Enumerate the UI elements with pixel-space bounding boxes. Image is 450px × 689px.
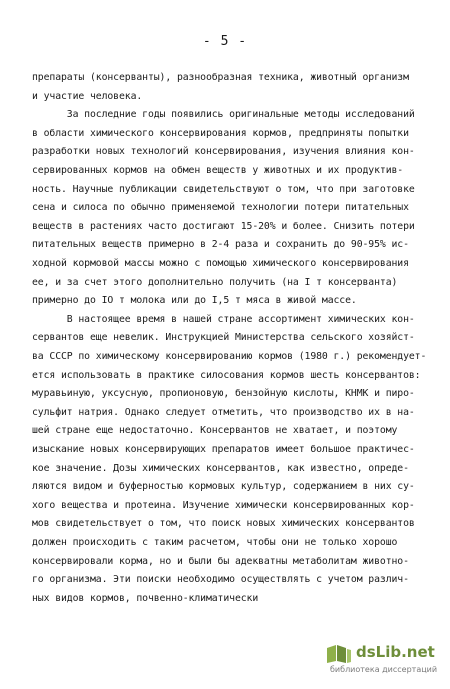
text-line: веществ в растениях часто достигают 15-20% и более. Снизить потери bbox=[32, 220, 415, 232]
text-line: сена и силоса по обычно применяемой технологии потери питательных bbox=[32, 202, 409, 214]
page-number: - 5 - bbox=[202, 34, 248, 49]
text-line: в области химического консервирования кормов, предприняты попытки bbox=[32, 127, 409, 139]
text-line: питательных веществ примерно в 2-4 раза и сохранить до 90-95% ис- bbox=[32, 239, 409, 251]
text-line: муравьиную, уксусную, пропионовую, бензойную кислоты, КНМК и пиро- bbox=[32, 388, 415, 400]
dslib-logo-icon bbox=[324, 643, 354, 665]
text-line: сервированных кормов на обмен веществ у животных и их продуктив- bbox=[32, 165, 404, 176]
text-line: ется использовать в практике силосования кормов шесть консервантов: bbox=[32, 369, 421, 381]
text-line: шей стране еще недостаточно. Консервантов не хватает, и поэтому bbox=[32, 425, 398, 437]
text-line: кое значение. Дозы химических консервантов, как известно, опреде- bbox=[32, 462, 409, 474]
text-line: ходной кормовой массы можно с помощью химического консервирования bbox=[32, 258, 409, 269]
text-line: сервантов еще невелик. Инструкцией Министерства сельского хозяйст- bbox=[32, 332, 415, 344]
text-line: примерно до IO т молока или до I,5 т мяса в живой массе. bbox=[32, 295, 357, 307]
text-line: изыскание новых консервирующих препаратов имеет большое практичес- bbox=[32, 444, 415, 455]
text-line: ность. Научные публикации свидетельствуют о том, что при заготовке bbox=[32, 183, 415, 195]
watermark-site: dsLib.net bbox=[356, 643, 435, 661]
text-line: должен происходить с таким расчетом, чтобы они не только хорошо bbox=[32, 537, 398, 548]
text-line: разработки новых технологий консервирования, изучения влияния кон- bbox=[32, 146, 415, 158]
text-line: сульфит натрия. Однако следует отметить, что производство их в на- bbox=[32, 406, 415, 418]
watermark-caption: библиотека диссертаций bbox=[330, 665, 438, 674]
watermark bbox=[322, 641, 440, 681]
text-line: ляются видом и буферностью кормовых культур, содержанием в них су- bbox=[32, 481, 415, 493]
text-line: В настоящее время в нашей стране ассортимент химических кон- bbox=[32, 313, 415, 325]
text-line: За последние годы появились оригинальные методы исследований bbox=[32, 109, 415, 121]
text-line: ва СССР по химическому консервированию кормов (1980 г.) рекомендует- bbox=[32, 351, 427, 362]
text-line: ее, и за счет этого дополнительно получить (на I т консерванта) bbox=[32, 276, 398, 288]
text-line: го организма. Эти поиски необходимо осуществлять с учетом различ- bbox=[32, 574, 409, 586]
text-line: хого вещества и протеина. Изучение химически консервированных кор- bbox=[32, 499, 415, 511]
text-line: мов свидетельствует о том, что поиск новых химических консервантов bbox=[32, 518, 415, 530]
text-line: и участие человека. bbox=[32, 90, 143, 102]
text-line: ных видов кормов, почвенно-климатически bbox=[32, 592, 259, 604]
text-line: консервировали корма, но и были бы адекватны метаболитам животно- bbox=[32, 555, 409, 567]
text-line: препараты (консерванты), разнообразная техника, животный организм bbox=[32, 72, 409, 83]
